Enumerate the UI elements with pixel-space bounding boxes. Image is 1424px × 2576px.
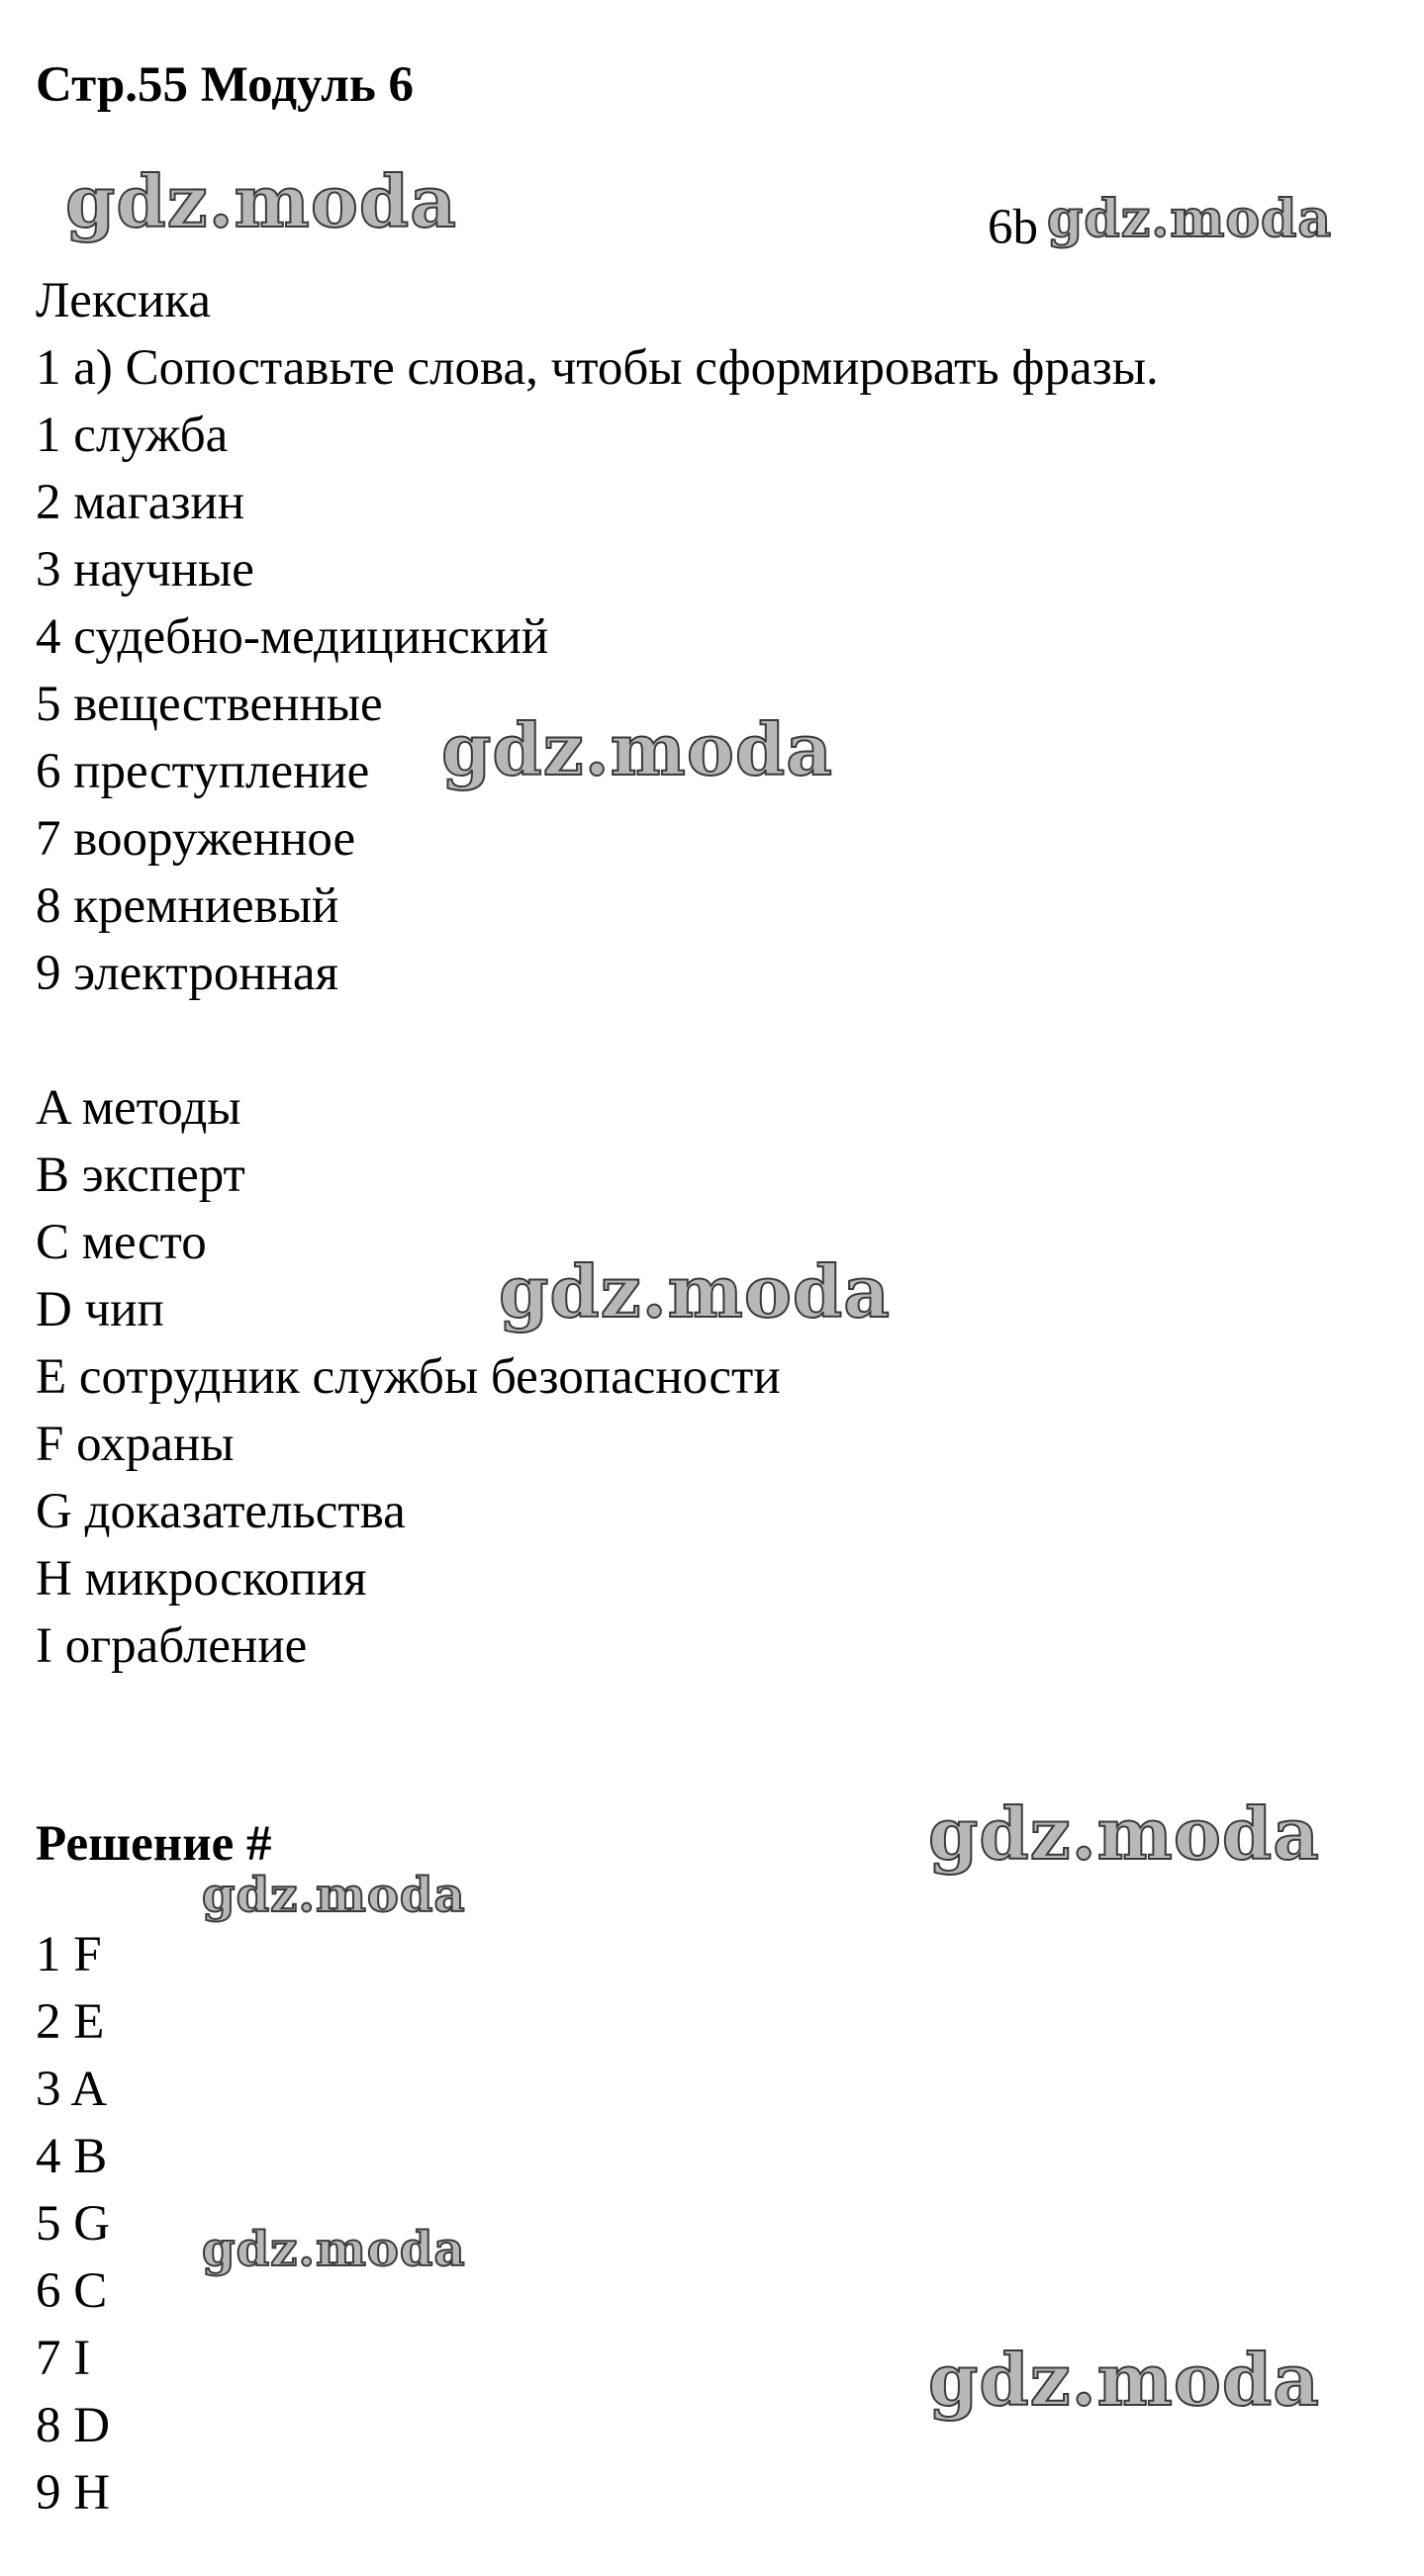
list-item: E сотрудник службы безопасности [36, 1349, 781, 1405]
section-heading: Лексика [36, 273, 211, 328]
answer-item: 2 E [36, 1994, 105, 2050]
list-item: B эксперт [36, 1148, 245, 1203]
page-title: Стр.55 Модуль 6 [36, 57, 415, 113]
list-item: 2 магазин [36, 475, 245, 530]
list-item: 6 преступление [36, 744, 370, 799]
list-item: 9 электронная [36, 946, 338, 1001]
watermark: gdz.moda [202, 2222, 466, 2277]
watermark: gdz.moda [499, 1249, 891, 1334]
answer-item: 1 F [36, 1927, 102, 1982]
list-item: G доказательства [36, 1484, 406, 1539]
answer-item: 6 C [36, 2263, 108, 2319]
list-item: 1 служба [36, 408, 229, 463]
answer-item: 3 A [36, 2062, 108, 2117]
list-item: 3 научные [36, 542, 254, 598]
watermark: gdz.moda [1047, 189, 1333, 249]
list-item: 8 кремниевый [36, 878, 339, 934]
list-item: 7 вооруженное [36, 811, 356, 867]
answer-item: 9 H [36, 2465, 111, 2521]
list-item: D чип [36, 1282, 164, 1337]
answer-item: 5 G [36, 2196, 111, 2252]
watermark: gdz.moda [928, 1792, 1320, 1876]
solution-heading: Решение # [36, 1816, 272, 1872]
list-item: H микроскопия [36, 1551, 367, 1607]
page-tag: 6b [988, 200, 1038, 255]
answer-item: 7 I [36, 2331, 91, 2386]
list-item: A методы [36, 1080, 241, 1136]
task-instruction: 1 a) Сопоставьте слова, чтобы сформировать фразы. [36, 340, 1159, 396]
list-item: F охраны [36, 1417, 235, 1472]
watermark: gdz.moda [65, 159, 457, 243]
answer-item: 8 D [36, 2398, 111, 2453]
list-item: C место [36, 1215, 207, 1270]
list-item: 5 вещественные [36, 677, 383, 732]
watermark: gdz.moda [928, 2338, 1320, 2422]
list-item: 4 судебно-медицинский [36, 609, 549, 665]
watermark: gdz.moda [202, 1868, 466, 1923]
list-item: I ограбление [36, 1618, 308, 1674]
watermark: gdz.moda [441, 707, 833, 791]
answer-item: 4 B [36, 2129, 108, 2184]
